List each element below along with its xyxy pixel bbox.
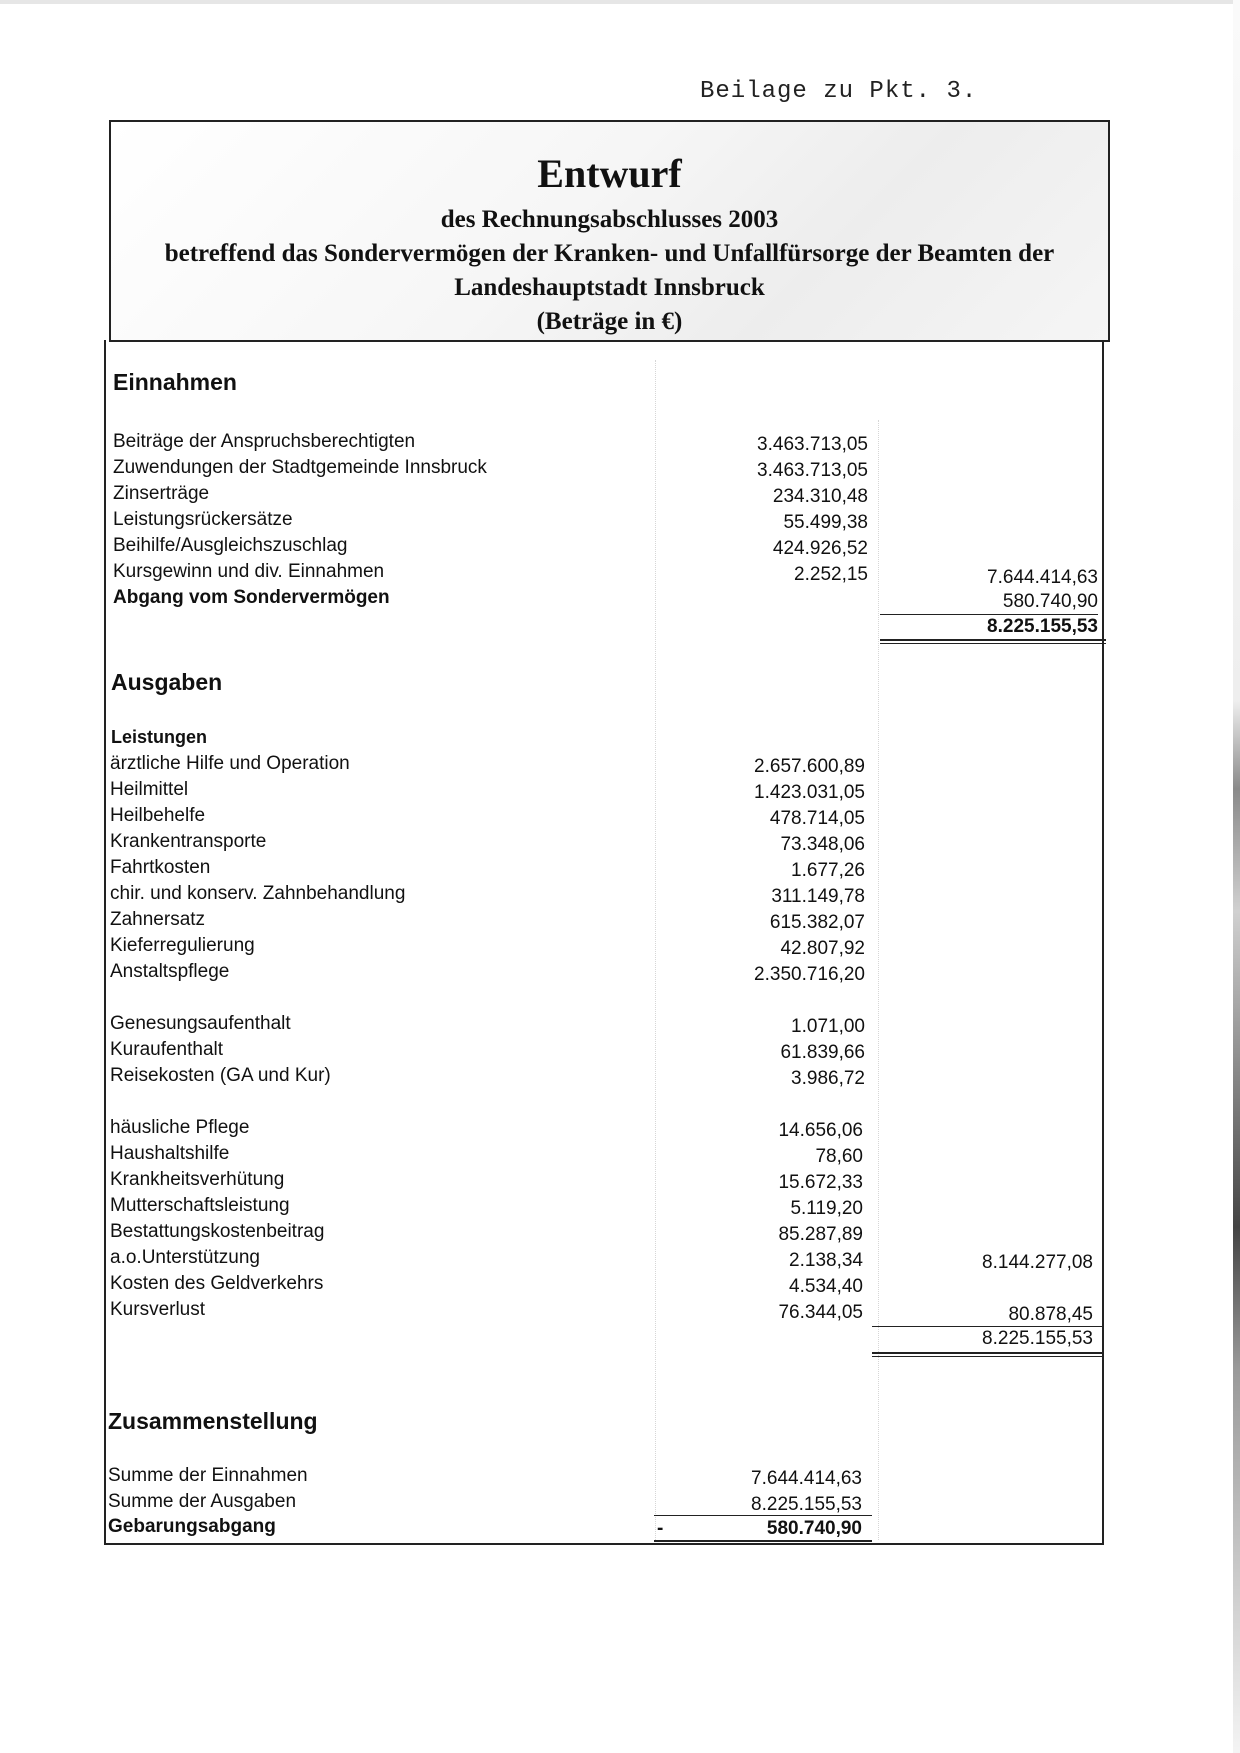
expense-label: Bestattungskostenbeitrag — [110, 1221, 325, 1242]
section-heading-einnahmen: Einnahmen — [113, 369, 237, 395]
expense-label: Anstaltspflege — [110, 961, 230, 982]
income-label: Zuwendungen der Stadtgemeinde Innsbruck — [113, 457, 487, 478]
expense-value: 478.714,05 — [769, 808, 865, 829]
expense-label: Haushaltshilfe — [110, 1143, 230, 1164]
document-title: Entwurf — [537, 151, 682, 196]
expense-value: 1.423.031,05 — [754, 782, 865, 803]
expense-value: 15.672,33 — [778, 1172, 863, 1193]
result-rule — [654, 1540, 872, 1542]
expense-value: 73.348,06 — [780, 834, 865, 855]
sum-rule — [872, 1326, 1104, 1327]
expense-label: Kosten des Geldverkehrs — [110, 1273, 324, 1294]
expense-label: häusliche Pflege — [110, 1117, 250, 1138]
scan-top-edge — [0, 0, 1240, 4]
expense-label: Heilbehelfe — [110, 805, 206, 826]
expense-value: 42.807,92 — [780, 938, 865, 959]
expense-label: Zahnersatz — [110, 909, 206, 930]
section-heading-zusammenstellung: Zusammenstellung — [108, 1408, 318, 1434]
income-subtotal: 7.644.414,63 — [987, 567, 1098, 588]
scan-right-edge — [1233, 0, 1240, 1753]
subheading-leistungen: Leistungen — [111, 727, 208, 747]
summary-value: 7.644.414,63 — [751, 1468, 862, 1489]
document-subtitle: des Rechnungsabschlusses 2003 — [440, 206, 779, 233]
expense-label: Krankentransporte — [110, 831, 267, 852]
result-sign: - — [657, 1518, 664, 1539]
income-sum: 8.225.155,53 — [987, 616, 1098, 637]
expense-value: 85.287,89 — [778, 1224, 863, 1245]
sum-rule — [880, 614, 1098, 615]
expense-label: Kuraufenthalt — [110, 1039, 224, 1060]
expense-label: chir. und konserv. Zahnbehandlung — [110, 883, 406, 904]
income-label: Zinserträge — [113, 483, 210, 504]
document-subject: betreffend das Sondervermögen der Kranken- und Unfallfürsorge der Beamten der — [164, 240, 1055, 267]
expense-value: 3.986,72 — [791, 1068, 865, 1089]
result-value: 580.740,90 — [766, 1518, 862, 1539]
expense-value: 4.534,40 — [789, 1276, 863, 1297]
currency-note: (Beträge in €) — [536, 308, 683, 335]
income-value: 2.252,15 — [794, 564, 868, 585]
expense-value: 2.138,34 — [789, 1250, 863, 1271]
expense-sum: 8.225.155,53 — [982, 1328, 1093, 1349]
expense-label: ärztliche Hilfe und Operation — [110, 753, 350, 774]
double-rule — [872, 1352, 1104, 1354]
expense-label: a.o.Unterstützung — [110, 1247, 260, 1268]
expense-value: 615.382,07 — [769, 912, 865, 933]
expense-value: 14.656,06 — [778, 1120, 863, 1141]
expense-label: Reisekosten (GA und Kur) — [110, 1065, 331, 1086]
expense-subtotal: 8.144.277,08 — [982, 1252, 1093, 1273]
expense-label: Krankheitsverhütung — [110, 1169, 285, 1190]
income-value: 3.463.713,05 — [757, 460, 868, 481]
expense-value: 76.344,05 — [778, 1302, 863, 1323]
document-subject-city: Landeshauptstadt Innsbruck — [454, 274, 765, 301]
income-value: 234.310,48 — [772, 486, 868, 507]
expense-value: 2.657.600,89 — [754, 756, 865, 777]
expense-value: 1.677,26 — [791, 860, 865, 881]
abgang-value: 580.740,90 — [1002, 591, 1098, 612]
attachment-note: Beilage zu Pkt. 3. — [700, 78, 978, 105]
title-box — [109, 120, 1110, 342]
income-label: Kursgewinn und div. Einnahmen — [113, 561, 385, 582]
expense-subtotal: 80.878,45 — [1008, 1304, 1093, 1325]
double-rule — [872, 1356, 1104, 1357]
expense-value: 1.071,00 — [791, 1016, 865, 1037]
expense-label: Kieferregulierung — [110, 935, 255, 956]
income-label: Leistungsrückersätze — [113, 509, 293, 530]
double-rule — [880, 643, 1106, 644]
expense-value: 61.839,66 — [780, 1042, 865, 1063]
sum-rule — [654, 1515, 872, 1516]
summary-value: 8.225.155,53 — [751, 1494, 862, 1515]
expense-value: 2.350.716,20 — [754, 964, 865, 985]
expense-value: 78,60 — [815, 1146, 863, 1167]
expense-label: Kursverlust — [110, 1299, 206, 1320]
result-label: Gebarungsabgang — [108, 1516, 276, 1537]
expense-label: Heilmittel — [110, 779, 189, 800]
income-value: 3.463.713,05 — [757, 434, 868, 455]
expense-label: Fahrtkosten — [110, 857, 211, 878]
income-value: 424.926,52 — [772, 538, 868, 559]
expense-label: Mutterschaftsleistung — [110, 1195, 290, 1216]
summary-label: Summe der Einnahmen — [108, 1465, 308, 1486]
section-heading-ausgaben: Ausgaben — [111, 669, 223, 695]
abgang-label: Abgang vom Sondervermögen — [113, 587, 390, 608]
income-label: Beiträge der Anspruchsberechtigten — [113, 431, 416, 452]
expense-label: Genesungsaufenthalt — [110, 1013, 291, 1034]
income-value: 55.499,38 — [783, 512, 868, 533]
expense-value: 5.119,20 — [790, 1198, 863, 1219]
expense-value: 311.149,78 — [771, 886, 865, 907]
double-rule — [880, 639, 1106, 641]
summary-label: Summe der Ausgaben — [108, 1491, 297, 1512]
income-label: Beihilfe/Ausgleichszuschlag — [113, 535, 348, 556]
